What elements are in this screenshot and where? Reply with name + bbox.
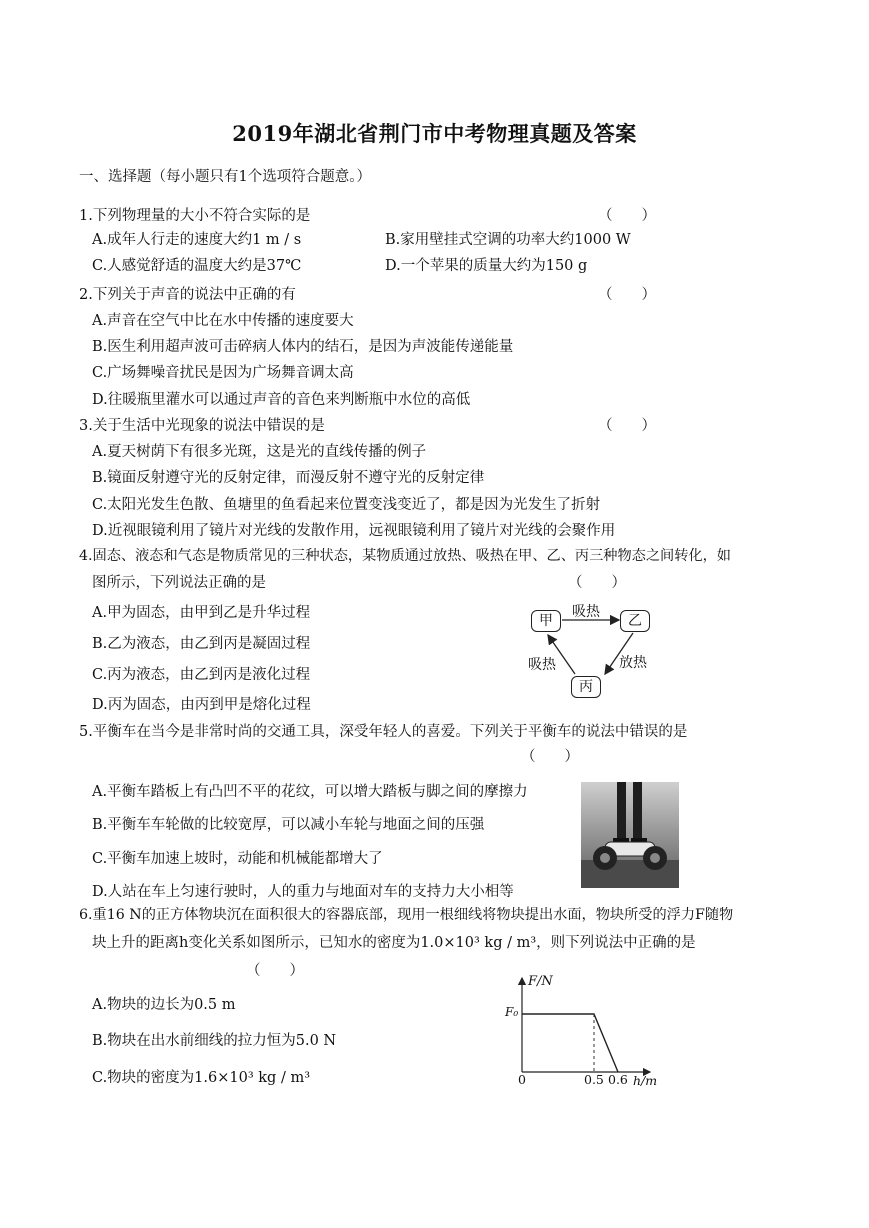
q5-option-b: B.平衡车车轮做的比较宽厚，可以减小车轮与地面之间的压强 <box>92 817 485 833</box>
graph-y-axis-label: F/N <box>528 974 553 989</box>
label-absorb-left: 吸热 <box>528 657 556 673</box>
label-release-right: 放热 <box>619 655 647 671</box>
q5-option-c: C.平衡车加速上坡时，动能和机械能都增大了 <box>92 851 383 867</box>
q4-option-d: D.丙为固态，由丙到甲是熔化过程 <box>92 697 311 713</box>
buoyancy-graph <box>500 972 665 1090</box>
q1-option-c: C.人感觉舒适的温度大约是37℃ <box>92 258 302 274</box>
state-bing-box: 丙 <box>571 676 601 698</box>
graph-f0-label: F₀ <box>505 1005 519 1019</box>
q3-option-d: D.近视眼镜利用了镜片对光线的发散作用，远视眼镜利用了镜片对光线的会聚作用 <box>92 523 616 539</box>
q5-answer-blank: （ ） <box>521 749 579 765</box>
q3-stem: 3.关于生活中光现象的说法中错误的是 <box>79 418 325 434</box>
q4-stem-line1: 4.固态、液态和气态是物质常见的三种状态，某物质通过放热、吸热在甲、乙、丙三种物态之间转化，如 <box>79 548 731 564</box>
state-jia-box: 甲 <box>531 610 561 632</box>
q3-option-c: C.太阳光发生色散、鱼塘里的鱼看起来位置变浅变近了，都是因为光发生了折射 <box>92 497 601 513</box>
q4-option-a: A.甲为固态，由甲到乙是升华过程 <box>92 605 311 621</box>
section-heading: 一、选择题（每小题只有1个选项符合题意。） <box>79 169 371 185</box>
q3-option-a: A.夏天树荫下有很多光斑，这是光的直线传播的例子 <box>92 444 427 460</box>
q6-stem-line1: 6.重16 N的正方体物块沉在面积很大的容器底部，现用一根细线将物块提出水面，物块所受的浮力F随物 <box>79 907 734 923</box>
q1-option-a: A.成年人行走的速度大约1 m / s <box>92 232 302 248</box>
q6-stem-line2: 块上升的距离h变化关系如图所示，已知水的密度为1.0×10³ kg / m³，则下列说法中正确的是 <box>92 935 696 951</box>
q6-option-a: A.物块的边长为0.5 m <box>92 997 236 1013</box>
q1-option-d: D.一个苹果的质量大约为150 g <box>385 258 588 274</box>
q3-answer-blank: （ ） <box>598 418 656 434</box>
state-change-diagram <box>525 598 655 700</box>
q5-stem: 5.平衡车在当今是非常时尚的交通工具，深受年轻人的喜爱。下列关于平衡车的说法中错误的是 <box>79 724 688 740</box>
graph-x-axis-label: h/m <box>633 1073 658 1088</box>
q2-option-b: B.医生利用超声波可击碎病人体内的结石，是因为声波能传递能量 <box>92 339 514 355</box>
graph-tick-0-6: 0.6 <box>608 1072 628 1087</box>
balance-scooter-drawing <box>581 782 679 888</box>
q2-option-d: D.往暖瓶里灌水可以通过声音的音色来判断瓶中水位的高低 <box>92 392 471 408</box>
q2-option-a: A.声音在空气中比在水中传播的速度要大 <box>92 313 354 329</box>
q6-option-b: B.物块在出水前细线的拉力恒为5.0 N <box>92 1033 337 1049</box>
q4-answer-blank: （ ） <box>568 575 626 591</box>
page-title: 2019年湖北省荆门市中考物理真题及答案 <box>232 121 637 146</box>
q1-stem: 1.下列物理量的大小不符合实际的是 <box>79 208 311 224</box>
graph-tick-0-5: 0.5 <box>584 1072 604 1087</box>
q6-option-c: C.物块的密度为1.6×10³ kg / m³ <box>92 1070 311 1086</box>
balance-scooter-photo <box>581 782 679 888</box>
q5-option-d: D.人站在车上匀速行驶时，人的重力与地面对车的支持力大小相等 <box>92 884 514 900</box>
graph-origin-label: 0 <box>518 1072 526 1087</box>
q5-option-a: A.平衡车踏板上有凸凹不平的花纹，可以增大踏板与脚之间的摩擦力 <box>92 784 528 800</box>
q4-option-b: B.乙为液态，由乙到丙是凝固过程 <box>92 636 311 652</box>
label-absorb-top: 吸热 <box>572 604 600 620</box>
q4-stem-line2: 图所示，下列说法正确的是 <box>92 575 266 591</box>
q2-option-c: C.广场舞噪音扰民是因为广场舞音调太高 <box>92 365 354 381</box>
q1-answer-blank: （ ） <box>598 208 656 224</box>
q1-option-b: B.家用壁挂式空调的功率大约1000 W <box>385 232 631 248</box>
q4-option-c: C.丙为液态，由乙到丙是液化过程 <box>92 667 311 683</box>
q2-answer-blank: （ ） <box>598 287 656 303</box>
q3-option-b: B.镜面反射遵守光的反射定律，而漫反射不遵守光的反射定律 <box>92 470 485 486</box>
q2-stem: 2.下列关于声音的说法中正确的有 <box>79 287 296 303</box>
state-yi-box: 乙 <box>620 610 650 632</box>
q6-answer-blank: （ ） <box>246 963 304 979</box>
